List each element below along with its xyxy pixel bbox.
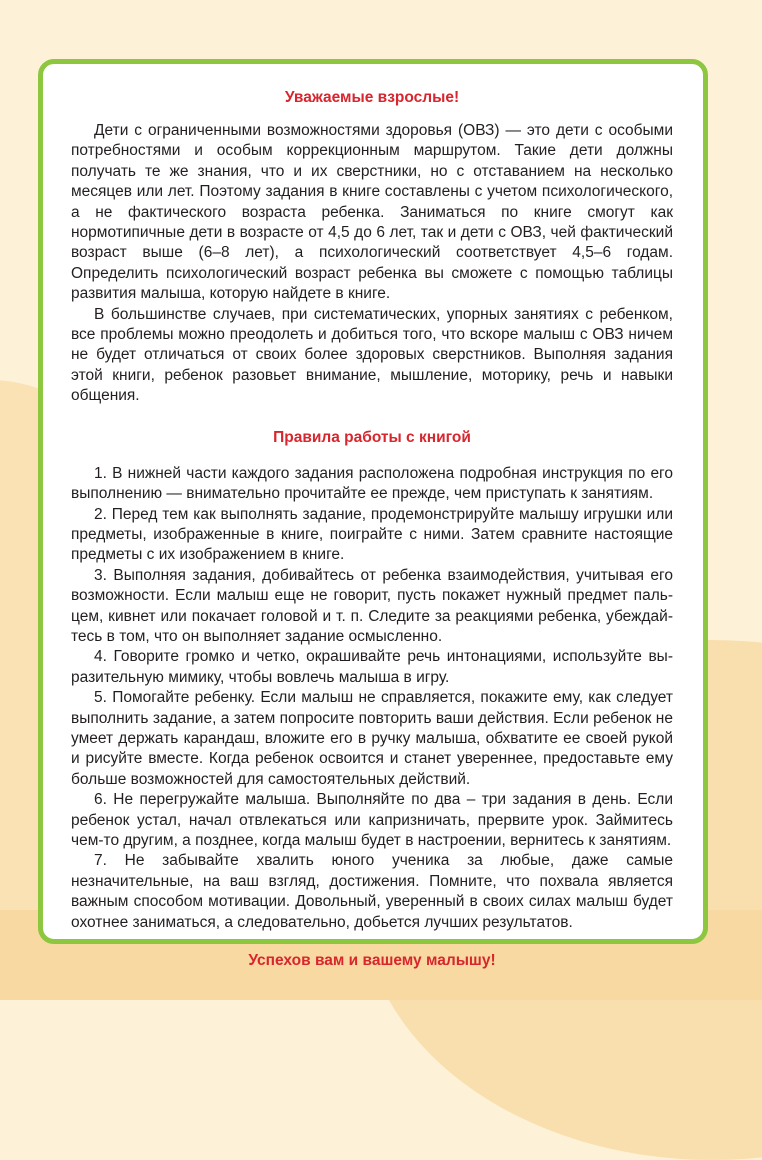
heading-dear-adults: Уважаемые взрослые! (284, 89, 460, 106)
rule-item: 5. Помогайте ребенку. Если малыш не справляется, покажите ему, как следует выполнить задание, а затем попросите повторить ваши действия. Если ребенок не умеет держать карандаш, вложите его в ручку малыша, обхватите ее своей рукой и рисуйте вместе. Когда ребенок освоится и станет увереннее, предоставьте ему больше возможностей для самостоятельных действий. (71, 689, 673, 788)
intro-paragraph: Дети с ограниченными возможностями здоровья (ОВЗ) — это дети с особыми потребностями и особым коррекционным маршрутом. Такие дети должны получать те же знания, что и их сверстники, но с отставанием на несколько месяцев или лет. Поэтому задания в книге составлены с учетом психологического, а не фактического возраста ребенка. Заниматься по книге смогут как нормотипичные дети в возрасте от 4,5 до 6 лет, так и дети с ОВЗ, чей фактический возраст выше (6–8 лет), а психологический соответствует 4,5–6 годам. Определить психологический возраст ребенка вы сможете с помощью таблицы развития малыша, которую найдете в книге. (71, 122, 673, 303)
rule-item: 7. Не забывайте хвалить юного ученика за любые, даже самые незначительные, на ваш взгляд, достижения. Помните, что похвала является важным способом мотивации. Довольный, уверенный в своих силах малыш будет охотнее заниматься, а следовательно, добьется лучших результатов. (71, 852, 673, 931)
heading-rules: Правила работы с книгой (273, 428, 471, 446)
rule-item: 4. Говорите громко и четко, окрашивайте речь интонациями, используйте выразительную мимику, чтобы вовлечь малыша в игру. (71, 648, 673, 686)
closing-wish: Успехов вам и вашему малышу! (248, 952, 496, 970)
rule-item: 3. Выполняя задания, добивайтесь от ребенка взаимодействия, учитывая его возможности. Если малыш еще не говорит, пусть покажет нужный предмет пальцем, кивнет или покачает головой и т. п. Следите за реакциями ребенка, убеждайтесь в том, что он выполняет задание осмысленно. (71, 566, 673, 645)
rule-item: 1. В нижней части каждого задания расположена подробная инструкция по его выполнению — внимательно прочитайте ее прежде, чем приступать к занятиям. (71, 464, 673, 503)
intro-paragraph: В большинстве случаев, при систематических, упорных занятиях с ребенком, все проблемы можно преодолеть и добиться того, что вскоре малыш с ОВЗ ничем не будет отличаться от своих более здоровых сверстников. Выполняя задания этой книги, ребенок разовьет внимание, мышление, моторику, речь и навыки общения. (71, 305, 673, 405)
rule-item: 2. Перед тем как выполнять задание, продемонстрируйте малышу игрушки или предметы, изображенные в книге, поиграйте с ними. Затем сравните настоящие предметы с их изображением в книге. (71, 505, 673, 564)
rule-item: 6. Не перегружайте малыша. Выполняйте по два – три задания в день. Если ребенок устал, начал отвлекаться или капризничать, прервите урок. Займитесь чем-то другим, а позднее, когда малыш будет в настроении, вернитесь к занятиям. (71, 791, 673, 849)
instructions-panel (38, 59, 708, 970)
